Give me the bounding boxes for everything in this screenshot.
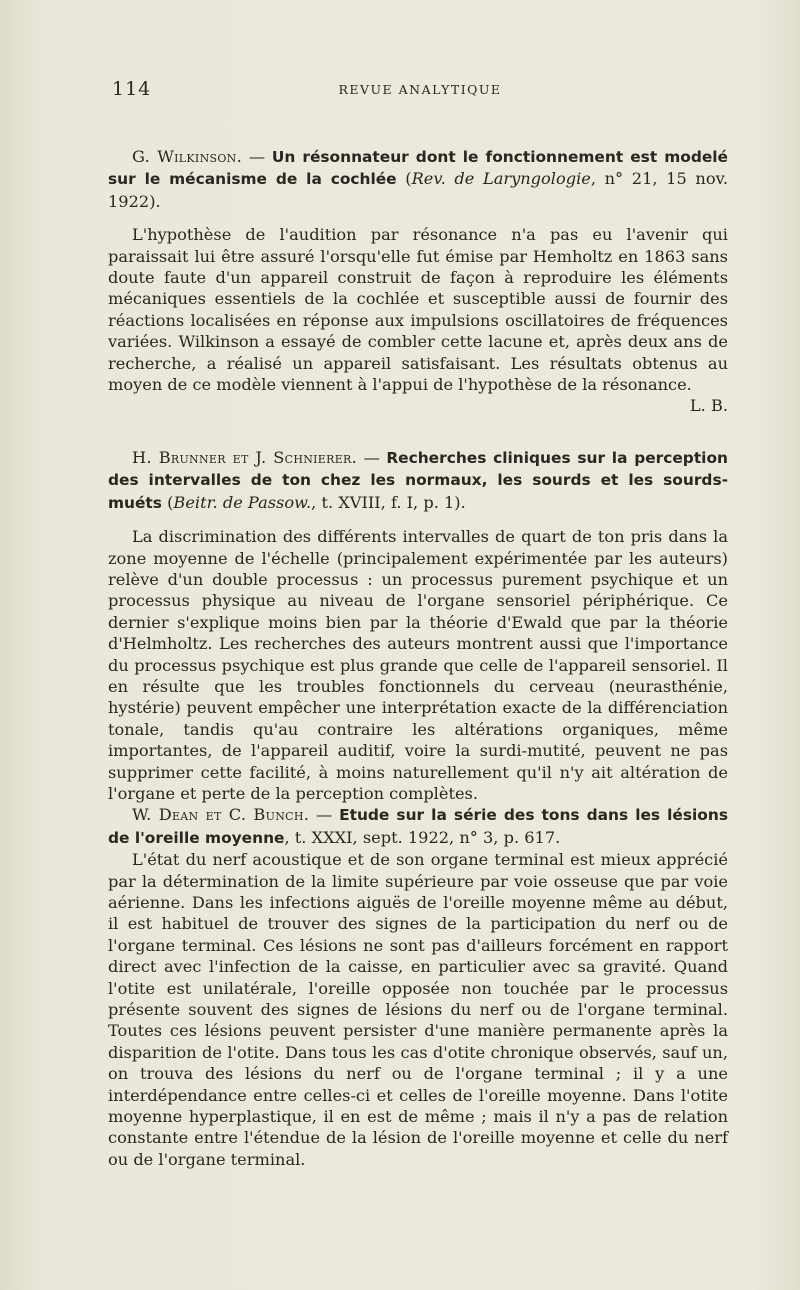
article-reference: , t. XVIII, f. I, p. 1). xyxy=(311,492,466,512)
review-article-wilkinson xyxy=(108,146,728,417)
article-abstract xyxy=(108,224,728,416)
article-heading xyxy=(108,447,728,514)
article-author: H. Brunner et J. Schnierer. xyxy=(132,447,358,467)
heading-dash: — xyxy=(242,147,272,166)
source-open: ( xyxy=(161,492,174,512)
heading-dash: — xyxy=(357,447,387,467)
article-source: Rev. de Laryngologie xyxy=(411,169,591,189)
page-content xyxy=(108,146,728,1170)
abstract-text: L'état du nerf acoustique et de son organe terminal est mieux apprécié par la détermination de la limite supérieure par voie osseuse que par voie aérienne. Dans les infections aiguës de l'oreille moyenne même au début, il est habituel de trouver des signes de la participation du nerf ou de l'organe terminal. Ces lésions ne sont pas d'ailleurs forcément en rapport direct avec l'infection de la caisse, en particulier avec sa gravité. Quand l'otite est unilatérale, l'oreille opposée non touchée par le processus présente souvent des signes de lésions du nerf ou de l'organe terminal. Toutes ces lésions peuvent persister d'une manière permanente après la disparition de l'otite. Dans tous les cas d'otite chronique observés, sauf un, on trouva des lésions du nerf ou de l'organe terminal ; il y a une interdépendance entre celles-ci et celles de l'oreille moyenne. Dans l'otite moyenne hyperplastique, il en est de même ; mais il n'y a pas de relation constante entre l'étendue de la lésion de l'oreille moyenne et celle du nerf ou de l'organe terminal. xyxy=(108,850,728,1169)
journal-title: REVUE ANALYTIQUE xyxy=(338,82,502,97)
reviewer-initials: L. B. xyxy=(689,396,728,416)
article-abstract xyxy=(108,849,728,1170)
article-source: Beitr. de Passow. xyxy=(173,492,312,512)
review-article-brunner-schnierer xyxy=(108,447,728,805)
article-title: Recherches cliniques sur la perception des intervalles de ton chez les normaux, les sourds et les sourds-muéts xyxy=(108,448,728,512)
article-author: G. Wilkinson. xyxy=(132,147,243,166)
running-head xyxy=(112,78,728,102)
article-heading xyxy=(108,804,728,849)
article-heading xyxy=(108,146,728,212)
source-open: ( xyxy=(396,169,412,189)
article-author: W. Dean et C. Bunch. xyxy=(132,805,310,825)
heading-dash: — xyxy=(309,805,340,825)
abstract-text: L'hypothèse de l'audition par résonance n'a pas eu l'avenir qui paraissait lui être assuré l'orsqu'elle fut émise par Hemholtz en 1863 sans doute faute d'un appareil construit de façon à reproduire les éléments mécaniques essentiels de la cochlée et susceptible aussi de fournir des réactions localisées en réponse aux impulsions oscillatoires de fréquences variées. Wilkinson a essayé de combler cette lacune et, après deux ans de recherche, a réalisé un appareil satisfaisant. Les résultats obtenus au moyen de ce modèle viennent à l'appui de l'hypothèse de la résonance. xyxy=(108,225,728,395)
article-reference: , n° 21, 15 nov. 1922). xyxy=(108,169,728,211)
article-reference: , t. XXXI, sept. 1922, n° 3, p. 617. xyxy=(284,827,561,847)
article-title: Un résonnateur dont le fonctionnement est modelé sur le mécanisme de la cochlée xyxy=(108,148,728,189)
abstract-text: La discrimination des différents intervalles de quart de ton pris dans la zone moyenne de l'échelle (principalement expérimentée par les auteurs) relève d'un double processus : un processus purement psychique et un processus physique au niveau de l'organe sensoriel périphérique. Ce dernier s'explique moins bien par la théorie d'Ewald que par la théorie d'Helmholtz. Les recherches des auteurs montrent aussi que l'importance du processus psychique est plus grande que celle de l'appareil sensoriel. Il en résulte que les troubles fonctionnels du cerveau (neurasthénie, hystérie) peuvent empêcher une interprétation exacte de la différenciation tonale, tandis qu'au contraire les altérations organiques, même importantes, de l'appareil auditif, voire la surdi-mutité, peuvent ne pas supprimer cette facilité, à moins naturellement qu'il n'y ait altération de l'organe et perte de la perception complètes. xyxy=(108,527,728,803)
article-abstract xyxy=(108,526,728,804)
page-number: 114 xyxy=(112,78,152,100)
article-title: Etude sur la série des tons dans les lésions de l'oreille moyenne xyxy=(108,806,728,847)
review-article-dean-bunch xyxy=(108,804,728,1170)
